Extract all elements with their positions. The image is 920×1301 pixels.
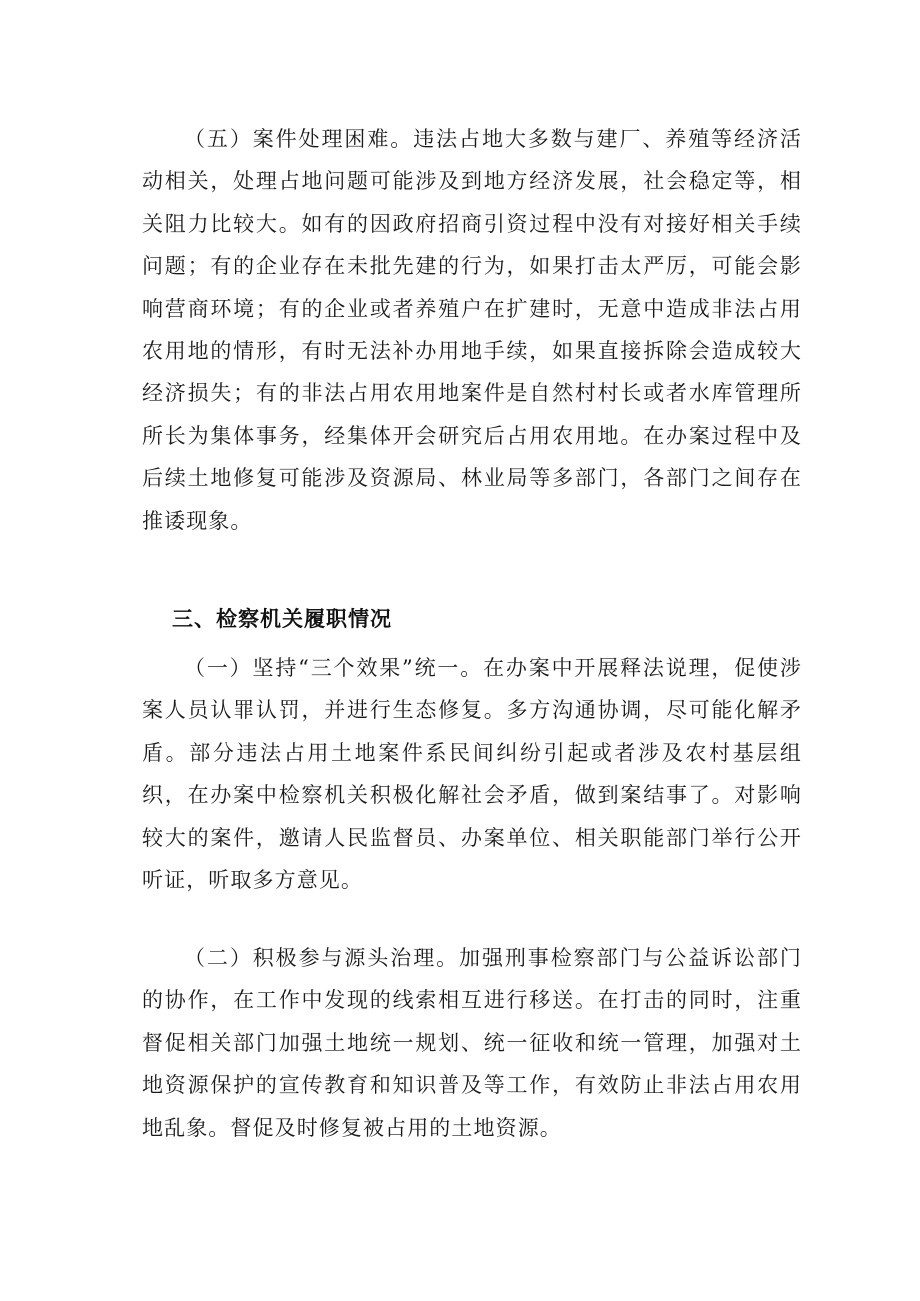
paragraph-source-governance: （二）积极参与源头治理。加强刑事检察部门与公益诉讼部门的协作，在工作中发现的线索相互进行移送。在打击的同时，注重督促相关部门加强土地统一规划、统一征收和统一管理，加强对土地资源保护的宣传教育和知识普及等工作，有效防止非法占用农用地乱象。督促及时修复被占用的土地资源。 [142, 946, 802, 1140]
section-heading: 三、检察机关履职情况 [172, 607, 392, 631]
paragraph-case-handling-difficulty: （五）案件处理困难。违法占地大多数与建厂、养殖等经济活动相关，处理占地问题可能涉及到地方经济发展，社会稳定等，相关阻力比较大。如有的因政府招商引资过程中没有对接好相关手续问题；有的企业存在未批先建的行为，如果打击太严厉，可能会影响营商环境；有的企业或者养殖户在扩建时，无意中造成非法占用农用地的情形，有时无法补办用地手续，如果直接拆除会造成较大经济损失；有的非法占用农用地案件是自然村村长或者水库管理所所长为集体事务，经集体开会研究后占用农用地。在办案过程中及后续土地修复可能涉及资源局、林业局等多部门，各部门之间存在推诿现象。 [142, 127, 802, 533]
paragraph-three-effects: （一）坚持“三个效果”统一。在办案中开展释法说理，促使涉案人员认罪认罚，并进行生态修复。多方沟通协调，尽可能化解矛盾。部分违法占用土地案件系民间纠纷引起或者涉及农村基层组织，在办案中检察机关积极化解社会矛盾，做到案结事了。对影响较大的案件，邀请人民监督员、办案单位、相关职能部门举行公开听证，听取多方意见。 [142, 656, 802, 893]
